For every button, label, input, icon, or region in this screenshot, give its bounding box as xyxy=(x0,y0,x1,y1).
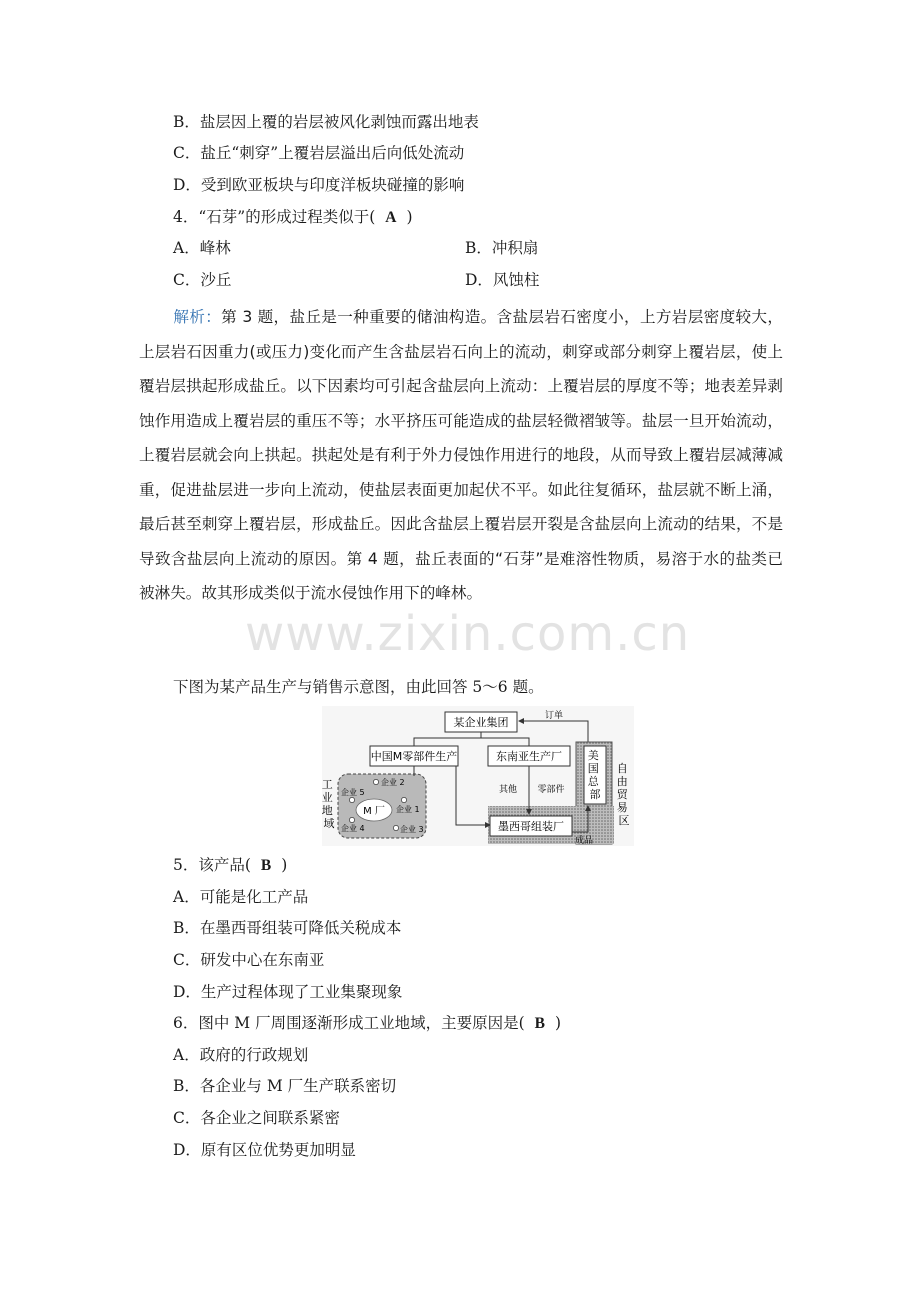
us-hq-char-2: 国 xyxy=(587,762,599,775)
enterprise-3-dot xyxy=(393,825,398,830)
sea-factory-label: 东南亚生产厂 xyxy=(496,750,562,763)
q5-option-d: D．生产过程体现了工业集聚现象 xyxy=(173,983,403,1001)
enterprise-5-dot xyxy=(349,797,354,802)
others-label: 其他 xyxy=(498,785,518,795)
q4-stem-close: ) xyxy=(406,208,413,226)
q4-stem xyxy=(173,207,413,228)
ftz-char-1: 自 xyxy=(616,762,628,775)
q6-option-b: B．各企业与 M 厂生产联系密切 xyxy=(173,1077,397,1095)
q3-option-c: C．盐丘“刺穿”上覆岩层溢出后向低处流动 xyxy=(173,144,465,162)
analysis-tag: 解析： xyxy=(173,308,222,326)
m-factory-label: M 厂 xyxy=(363,806,385,817)
group-label: 某企业集团 xyxy=(453,716,509,729)
us-hq-char-4: 部 xyxy=(589,788,601,801)
order-label: 订单 xyxy=(544,711,564,721)
diagram-intro: 下图为某产品生产与销售示意图，由此回答 5～6 题。 xyxy=(173,678,544,696)
q6-answer: B xyxy=(534,1015,545,1032)
ftz-label xyxy=(617,762,632,827)
analysis-text: 第 3 题，盐丘是一种重要的储油构造。含盐层岩石密度小，上方岩层密度较大，上层岩石因重力(或压力)变化而产生含盐层岩石向上的流动，刺穿或部分刺穿上覆岩层，使上覆岩层拱起形成盐丘。以下因素均可引起含盐层向上流动：上覆岩层的厚度不等；地表差异剥蚀作用造成上覆岩层的重压不等；水平挤压可能造成的盐层轻微褶皱等。盐层一旦开始流动，上覆岩层就会向上拱起。拱起处是有利于外力侵蚀作用进行的地段，从而导致上覆岩层减薄减重，促进盐层进一步向上流动，使盐层表面更加起伏不平。如此往复循环，盐层就不断上涌，最后甚至刺穿上覆岩层，形成盐丘。因此含盐层上覆岩层开裂是含盐层向上流动的结果，不是导致含盐层向上流动的原因。第 4 题，盐丘表面的“石芽”是难溶性物质，易溶于水的盐类已被淋失。故其形成类似于流水侵蚀作用下的峰林。 xyxy=(139,308,783,602)
enterprise-1-dot xyxy=(401,797,406,802)
q6-stem-text: 6．图中 M 厂周围逐渐形成工业地域，主要原因是( xyxy=(173,1014,525,1032)
q4-option-a: A．峰林 xyxy=(173,239,231,257)
ftz-char-4: 易 xyxy=(616,801,628,814)
ftz-char-2: 由 xyxy=(616,775,628,788)
ftz-char-5: 区 xyxy=(618,814,630,827)
enterprise-2-label: 企业 2 xyxy=(381,778,405,787)
us-hq-label xyxy=(588,749,603,801)
q5-stem-close: ) xyxy=(281,856,288,874)
industrial-char-4: 域 xyxy=(323,817,335,830)
q5-stem-text: 5．该产品( xyxy=(173,856,251,874)
enterprise-3-label: 企业 3 xyxy=(400,825,424,834)
enterprise-5-label: 企业 5 xyxy=(341,788,365,797)
q6-option-c: C．各企业之间联系紧密 xyxy=(173,1109,340,1127)
enterprise-1-label: 企业 1 xyxy=(396,805,420,814)
q4-stem-text: 4．“石芽”的形成过程类似于( xyxy=(173,208,376,226)
q6-option-d: D．原有区位优势更加明显 xyxy=(173,1141,356,1159)
industrial-region-label xyxy=(322,778,336,830)
enterprise-4-dot xyxy=(349,817,354,822)
industrial-char-1: 工 xyxy=(322,778,333,791)
parts-label: 零部件 xyxy=(537,785,565,795)
us-hq-char-1: 美 xyxy=(587,749,599,762)
watermark: www.zixin.com.cn xyxy=(245,606,691,662)
enterprise-2-dot xyxy=(373,779,378,784)
q6-stem-close: ) xyxy=(554,1014,562,1032)
q4-option-c: C．沙丘 xyxy=(173,271,232,289)
q3-option-b: B．盐层因上覆的岩层被风化剥蚀而露出地表 xyxy=(173,113,479,131)
q5-stem xyxy=(173,855,287,876)
china-parts-label: 中国M零部件生产 xyxy=(370,750,458,763)
q6-option-a: A．政府的行政规划 xyxy=(173,1046,309,1064)
q5-option-c: C．研发中心在东南亚 xyxy=(173,951,325,969)
industrial-char-3: 地 xyxy=(322,804,333,817)
q3-option-d: D．受到欧亚板块与印度洋板块碰撞的影响 xyxy=(173,176,465,194)
q4-option-b: B．冲积扇 xyxy=(465,239,539,257)
mexico-assembly-label: 墨西哥组装厂 xyxy=(498,820,564,833)
analysis-paragraph xyxy=(139,300,783,611)
q5-option-a: A．可能是化工产品 xyxy=(173,888,309,906)
industrial-char-2: 业 xyxy=(322,791,333,804)
ftz-char-3: 贸 xyxy=(616,788,628,801)
q6-stem xyxy=(173,1013,561,1034)
q5-option-b: B．在墨西哥组装可降低关税成本 xyxy=(173,919,402,937)
q4-option-d: D．风蚀柱 xyxy=(465,271,540,289)
q4-answer: A xyxy=(385,209,397,226)
production-diagram xyxy=(322,706,634,846)
q5-answer: B xyxy=(260,857,272,874)
enterprise-4-label: 企业 4 xyxy=(341,824,365,833)
finished-label: 成品 xyxy=(575,836,594,846)
us-hq-char-3: 总 xyxy=(587,775,599,788)
